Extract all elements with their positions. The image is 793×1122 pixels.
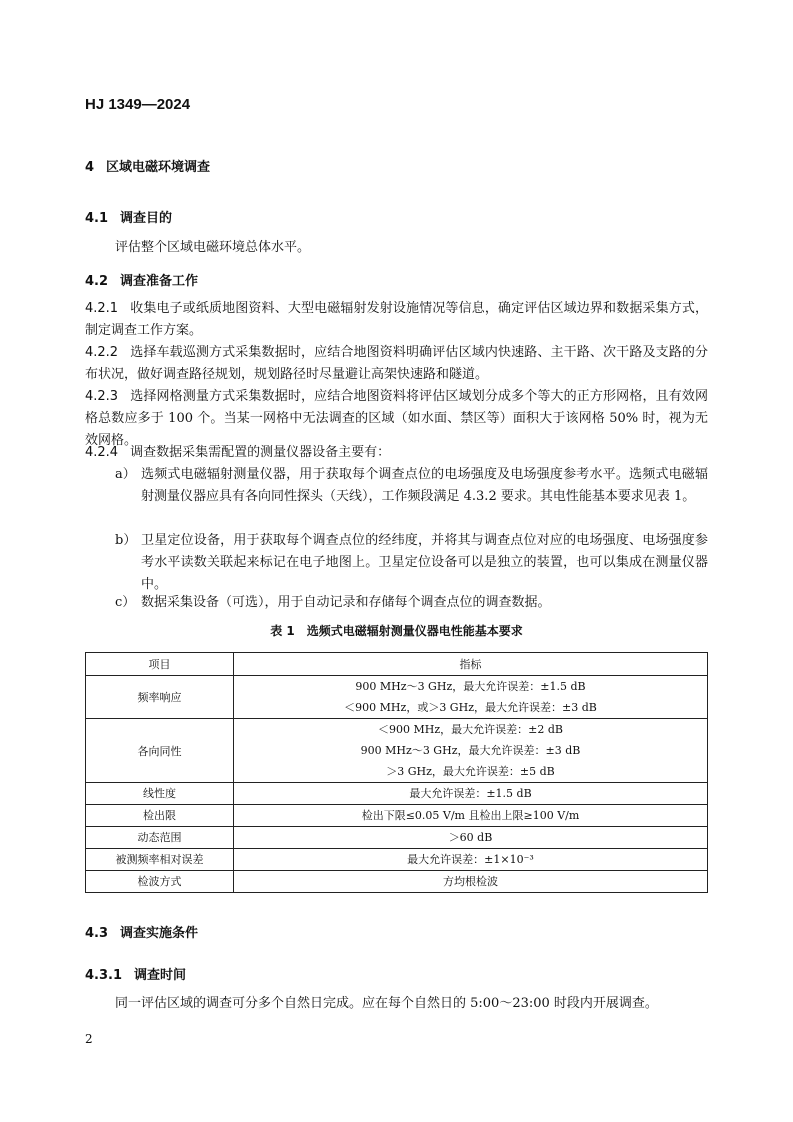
section-4-heading xyxy=(85,156,210,175)
row-value: ＞60 dB xyxy=(234,827,708,849)
list-text: 数据采集设备（可选），用于自动记录和存储每个调查点位的调查数据。 xyxy=(141,595,551,610)
row-value: 检出下限≤0.05 V/m 且检出上限≥100 V/m xyxy=(234,805,708,827)
row-value: 方均根检波 xyxy=(234,871,708,893)
section-4-2-heading xyxy=(85,270,198,289)
table-row xyxy=(86,719,708,783)
section-number: 4.1 xyxy=(85,211,109,226)
list-item xyxy=(115,464,708,508)
row-value: ＞3 GHz，最大允许误差：±5 dB xyxy=(386,765,555,778)
table-row xyxy=(86,827,708,849)
header-item: 项目 xyxy=(86,653,234,676)
page-number: 2 xyxy=(85,1032,93,1046)
section-number: 4.3.1 xyxy=(85,968,123,983)
section-4-1-heading xyxy=(85,207,172,226)
row-item: 检波方式 xyxy=(86,871,234,893)
list-text: 卫星定位设备，用于获取每个调查点位的经纬度，并将其与调查点位对应的电场强度、电场强度参考水平读数关联起来标记在电子地图上。卫星定位设备可以是独立的装置，也可以集成在测量仪器中。 xyxy=(141,533,708,592)
table-row xyxy=(86,805,708,827)
row-values xyxy=(234,719,708,783)
row-value: ＜900 MHz，或＞3 GHz，最大允许误差：±3 dB xyxy=(344,701,597,714)
table-caption xyxy=(85,622,708,639)
requirements-table xyxy=(85,652,708,893)
table-row xyxy=(86,849,708,871)
row-item: 检出限 xyxy=(86,805,234,827)
list-item xyxy=(115,592,708,614)
clause-number: 4.2.3 xyxy=(85,389,119,404)
list-text: 选频式电磁辐射测量仪器，用于获取每个调查点位的电场强度及电场强度参考水平。选频式电磁辐射测量仪器应具有各向同性探头（天线），工作频段满足 4.3.2 要求。其电性能基本要求见表 1。 xyxy=(141,467,708,504)
table-header-row xyxy=(86,653,708,676)
section-title: 调查时间 xyxy=(134,968,187,983)
row-item: 各向同性 xyxy=(86,719,234,783)
clause-4-2-2 xyxy=(85,342,708,386)
row-value: 最大允许误差：±1×10⁻³ xyxy=(234,849,708,871)
list-item xyxy=(115,530,708,596)
clause-number: 4.2.4 xyxy=(85,445,119,460)
row-value: ＜900 MHz，最大允许误差：±2 dB xyxy=(378,723,563,736)
row-values xyxy=(234,676,708,719)
section-4-3-1-heading xyxy=(85,964,186,983)
section-4-1-body: 评估整个区域电磁环境总体水平。 xyxy=(115,240,311,255)
clause-text: 选择网格测量方式采集数据时，应结合地图资料将评估区域划分成多个等大的正方形网格，且有效网格总数应多于 100 个。当某一网格中无法调查的区域（如水面、禁区等）面积大于该网格 50% 时，视为无效网格。 xyxy=(85,389,708,448)
section-title: 调查目的 xyxy=(120,211,173,226)
clause-text: 选择车载巡测方式采集数据时，应结合地图资料明确评估区域内快速路、主干路、次干路及支路的分布状况，做好调查路径规划，规划路径时尽量避让高架快速路和隧道。 xyxy=(85,345,708,382)
row-value: 900 MHz～3 GHz，最大允许误差：±1.5 dB xyxy=(355,680,586,693)
list-label: c） xyxy=(115,595,136,610)
table-row xyxy=(86,871,708,893)
clause-number: 4.2.1 xyxy=(85,301,119,316)
row-item: 线性度 xyxy=(86,783,234,805)
table-title: 选频式电磁辐射测量仪器电性能基本要求 xyxy=(306,624,523,638)
standard-code: HJ 1349—2024 xyxy=(85,96,191,113)
section-title: 调查实施条件 xyxy=(120,926,199,941)
table-row xyxy=(86,676,708,719)
clause-text: 收集电子或纸质地图资料、大型电磁辐射发射设施情况等信息，确定评估区域边界和数据采集方式，制定调查工作方案。 xyxy=(85,301,708,338)
table-row xyxy=(86,783,708,805)
list-label: a） xyxy=(115,467,136,482)
section-4-3-heading xyxy=(85,922,198,941)
header-spec: 指标 xyxy=(234,653,708,676)
section-number: 4.3 xyxy=(85,926,109,941)
row-value: 最大允许误差：±1.5 dB xyxy=(234,783,708,805)
clause-4-2-1 xyxy=(85,298,708,342)
table-number: 表 1 xyxy=(270,624,295,638)
clause-4-2-4 xyxy=(85,442,708,464)
clause-text: 调查数据采集需配置的测量仪器设备主要有： xyxy=(130,445,391,460)
section-title: 区域电磁环境调查 xyxy=(106,160,211,175)
row-item: 动态范围 xyxy=(86,827,234,849)
list-label: b） xyxy=(115,533,137,548)
section-number: 4 xyxy=(85,160,95,175)
row-value: 900 MHz～3 GHz，最大允许误差：±3 dB xyxy=(360,744,581,757)
section-4-3-1-body: 同一评估区域的调查可分多个自然日完成。应在每个自然日的 5:00～23:00 时段内开展调查。 xyxy=(115,996,658,1011)
row-item: 被测频率相对误差 xyxy=(86,849,234,871)
row-item: 频率响应 xyxy=(86,676,234,719)
section-number: 4.2 xyxy=(85,274,109,289)
section-title: 调查准备工作 xyxy=(120,274,199,289)
clause-number: 4.2.2 xyxy=(85,345,119,360)
